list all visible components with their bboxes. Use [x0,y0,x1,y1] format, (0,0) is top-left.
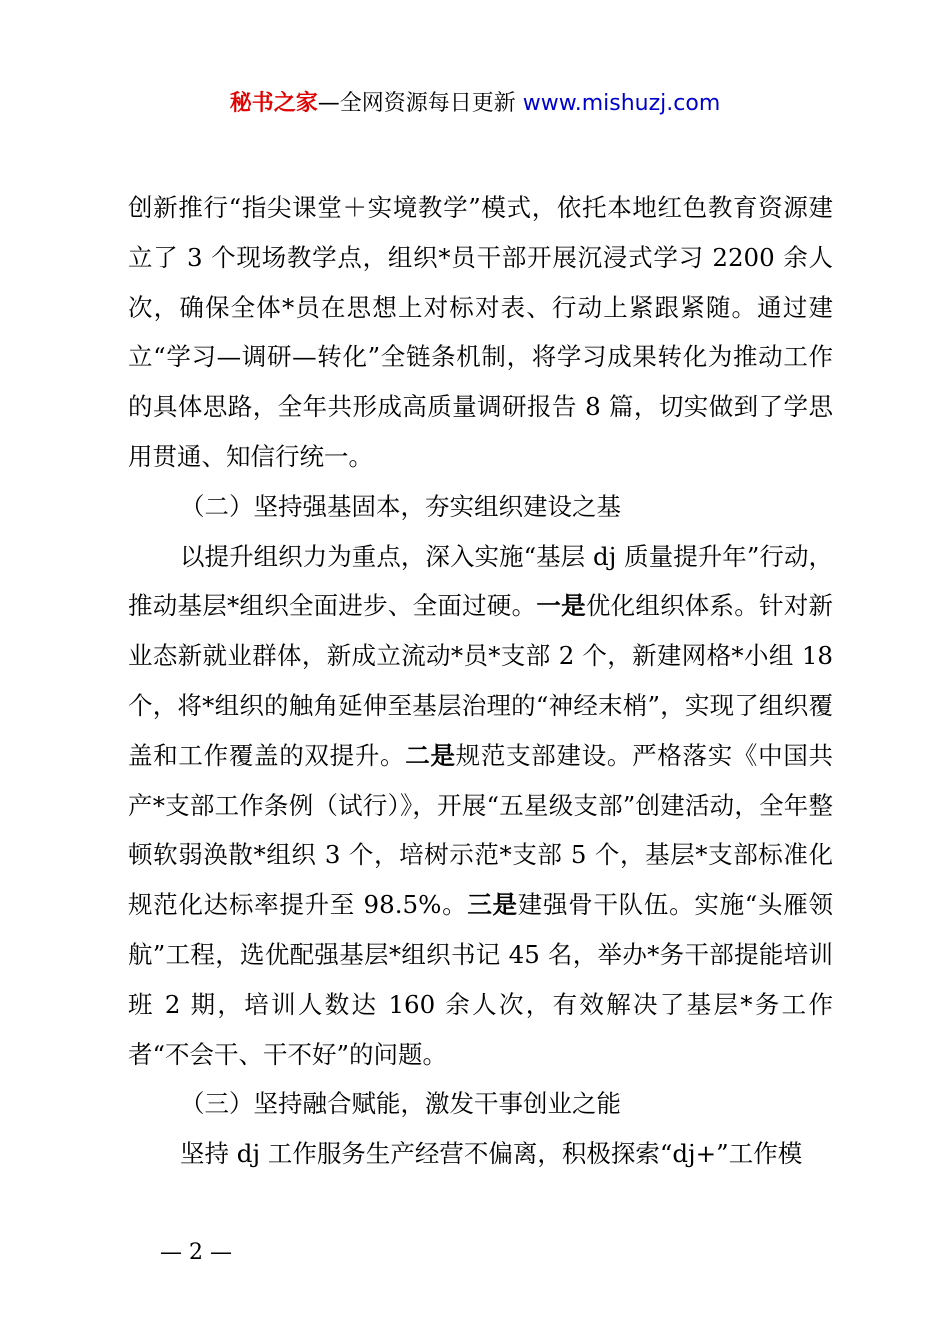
page-number: — 2 — [160,1240,232,1265]
paragraph-organization [128,532,833,1080]
page-header [0,88,950,120]
header-brand: 秘书之家 [229,91,318,116]
paragraph-continued: 创新推行“指尖课堂＋实境教学”模式，依托本地红色教育资源建立了 3 个现场教学点，组织*员干部开展沉浸式学习 2200 余人次，确保全体*员在思想上对标对表、行动上紧跟紧随。通过建立“学习—调研—转化”全链条机制，将学习成果转化为推动工作的具体思路，全年共形成高质量调研报告 8 篇，切实做到了学思用贯通、知信行统一。 [128,193,833,471]
header-url-link[interactable]: www.mishuzj.com [522,91,721,116]
header-slogan: —全网资源每日更新 [317,91,516,116]
section-heading-3: （三）坚持融合赋能，激发干事创业之能 [180,1089,621,1119]
section-heading-2: （二）坚持强基固本，夯实组织建设之基 [180,491,621,521]
marker-first: 一是 [536,591,586,621]
marker-third: 三是 [467,890,518,920]
point-first: 优化组织体系。针对新业态新就业群体，新成立流动*员*支部 2 个，新建网格*小组 18 个，将*组织的触角延伸至基层治理的“神经末梢”，实现了组织覆盖和工作覆盖的双提升。 [128,591,834,770]
point-third: 建强骨干队伍。实施“头雁领航”工程，选优配强基层*组织书记 45 名，举办*务干部提能培训班 2 期，培训人数达 160 余人次，有效解决了基层*务工作者“不会干、干不好”的问题。 [128,890,834,1069]
paragraph-integration: 坚持 dj 工作服务生产经营不偏离，积极探索“dj+”工作模 [180,1139,803,1169]
paragraph-intro: 以提升组织力为重点，深入实施“基层 dj 质量提升年”行动，推动基层*组织全面进步、全面过硬。 [128,541,833,621]
document-body [128,183,833,1179]
point-second: 规范支部建设。严格落实《中国共产*支部工作条例（试行）》，开展“五星级支部”创建活动，全年整顿软弱涣散*组织 3 个，培树示范*支部 5 个，基层*支部标准化规范化达标率提升至 98.5%。 [128,740,834,920]
marker-second: 二是 [405,740,456,770]
